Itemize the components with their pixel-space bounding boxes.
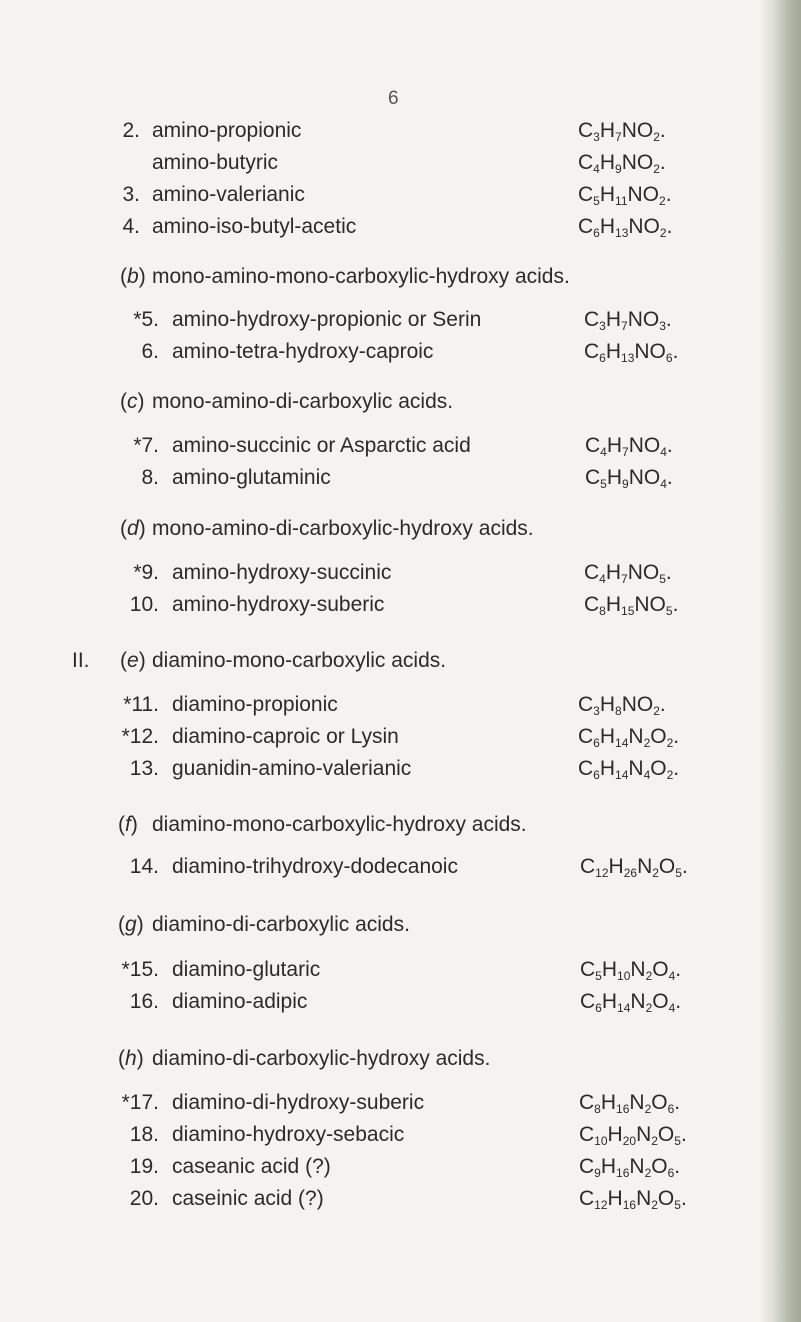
chemical-formula: $C_6H_{13}NO_2$.: [578, 215, 673, 240]
section-tag: (e): [120, 649, 146, 672]
compound-name: amino-butyric: [152, 151, 279, 174]
section-tag: (f): [118, 813, 138, 836]
item-number: *17.: [121, 1091, 159, 1114]
section-heading: [0, 385, 801, 419]
chemical-formula: $C_4H_7NO_4$.: [585, 434, 673, 459]
chemical-formula: $C_5H_{10}N_2O_4$.: [580, 958, 682, 983]
compound-name: amino-iso-butyl-acetic: [152, 215, 357, 238]
chemical-formula: $C_{12}H_{16}N_2O_5$.: [579, 1187, 687, 1212]
compound-name: amino-hydroxy-suberic: [172, 593, 385, 616]
chemical-formula: $C_6H_{14}N_2O_4$.: [580, 990, 682, 1015]
part-numeral: II.: [72, 649, 90, 672]
chemical-formula: $C_4H_9NO_2$.: [578, 151, 666, 176]
item-number: 18.: [129, 1123, 159, 1146]
compound-row: [0, 720, 801, 754]
item-number: 14.: [129, 855, 159, 878]
compound-name: amino-valerianic: [152, 183, 305, 206]
compound-row: [0, 178, 801, 212]
section-title: mono-amino-mono-carboxylic-hydroxy acids.: [152, 265, 570, 288]
compound-name: amino-glutaminic: [172, 466, 331, 489]
compound-name: diamino-adipic: [172, 990, 308, 1013]
compound-name: diamino-caproic or Lysin: [172, 725, 399, 748]
chemical-formula: $C_8H_{16}N_2O_6$.: [579, 1091, 681, 1116]
compound-row: [0, 556, 801, 590]
section-heading: [0, 908, 801, 942]
compound-name: amino-hydroxy-succinic: [172, 561, 392, 584]
item-number: *7.: [133, 434, 159, 457]
item-number: 8.: [141, 466, 159, 489]
compound-row: [0, 429, 801, 463]
compound-row: [0, 461, 801, 495]
section-heading: [0, 512, 801, 546]
chemical-formula: $C_3H_7NO_3$.: [584, 308, 672, 333]
section-title: diamino-mono-carboxylic-hydroxy acids.: [152, 813, 527, 836]
compound-row: [0, 1182, 801, 1216]
section-title: diamino-di-carboxylic acids.: [152, 913, 410, 936]
chemical-formula: $C_3H_7NO_2$.: [578, 119, 666, 144]
section-title: mono-amino-di-carboxylic acids.: [152, 390, 454, 413]
item-number: 6.: [141, 340, 159, 363]
item-number: 16.: [129, 990, 159, 1013]
compound-name: diamino-di-hydroxy-suberic: [172, 1091, 425, 1114]
chemical-formula: $C_6H_{14}N_2O_2$.: [578, 725, 680, 750]
compound-name: diamino-hydroxy-sebacic: [172, 1123, 405, 1146]
compound-name: diamino-propionic: [172, 693, 338, 716]
compound-name: guanidin-amino-valerianic: [172, 757, 412, 780]
section-tag: (d): [120, 517, 146, 540]
compound-row: [0, 985, 801, 1019]
compound-row: [0, 953, 801, 987]
compound-row: [0, 752, 801, 786]
section-title: mono-amino-di-carboxylic-hydroxy acids.: [152, 517, 534, 540]
compound-row: [0, 850, 801, 884]
compound-row: [0, 688, 801, 722]
chemical-formula: $C_5H_9NO_4$.: [585, 466, 673, 491]
item-number: *15.: [121, 958, 159, 981]
item-number: 2.: [122, 119, 140, 142]
item-number: 10.: [129, 593, 159, 616]
item-number: *5.: [133, 308, 159, 331]
item-number: 4.: [122, 215, 140, 238]
chemical-formula: $C_6H_{13}NO_6$.: [584, 340, 679, 365]
chemical-formula: $C_{10}H_{20}N_2O_5$.: [579, 1123, 687, 1148]
compound-name: diamino-glutaric: [172, 958, 321, 981]
compound-name: amino-propionic: [152, 119, 302, 142]
compound-name: amino-hydroxy-propionic or Serin: [172, 308, 482, 331]
compound-row: [0, 210, 801, 244]
section-tag: (c): [120, 390, 145, 413]
compound-name: diamino-trihydroxy-dodecanoic: [172, 855, 458, 878]
compound-row: [0, 588, 801, 622]
compound-name: amino-succinic or Asparctic acid: [172, 434, 471, 457]
item-number: *11.: [123, 693, 159, 716]
section-heading: [0, 260, 801, 294]
section-tag: (h): [118, 1047, 144, 1070]
compound-name: caseanic acid (?): [172, 1155, 331, 1178]
chemical-formula: $C_{12}H_{26}N_2O_5$.: [580, 855, 688, 880]
page-number: 6: [388, 88, 399, 109]
item-number: 20.: [129, 1187, 159, 1210]
compound-row: [0, 1086, 801, 1120]
item-number: *12.: [121, 725, 159, 748]
chemical-formula: $C_4H_7NO_5$.: [584, 561, 672, 586]
chemical-formula: $C_6H_{14}N_4O_2$.: [578, 757, 680, 782]
compound-row: [0, 1150, 801, 1184]
section-tag: (b): [120, 265, 146, 288]
chemical-formula: $C_5H_{11}NO_2$.: [578, 183, 672, 208]
item-number: 19.: [129, 1155, 159, 1178]
compound-row: [0, 114, 801, 148]
section-tag: (g): [118, 913, 144, 936]
compound-row: [0, 335, 801, 369]
item-number: *9.: [133, 561, 159, 584]
section-heading: [0, 808, 801, 842]
section-heading: [0, 644, 801, 678]
item-number: 13.: [129, 757, 159, 780]
compound-name: amino-tetra-hydroxy-caproic: [172, 340, 434, 363]
chemical-formula: $C_3H_8NO_2$.: [578, 693, 666, 718]
compound-row: [0, 303, 801, 337]
compound-row: [0, 146, 801, 180]
section-heading: [0, 1042, 801, 1076]
section-title: diamino-di-carboxylic-hydroxy acids.: [152, 1047, 491, 1070]
item-number: 3.: [122, 183, 140, 206]
compound-row: [0, 1118, 801, 1152]
chemical-formula: $C_8H_{15}NO_5$.: [584, 593, 679, 618]
compound-name: caseinic acid (?): [172, 1187, 324, 1210]
chemical-formula: $C_9H_{16}N_2O_6$.: [579, 1155, 681, 1180]
section-title: diamino-mono-carboxylic acids.: [152, 649, 447, 672]
